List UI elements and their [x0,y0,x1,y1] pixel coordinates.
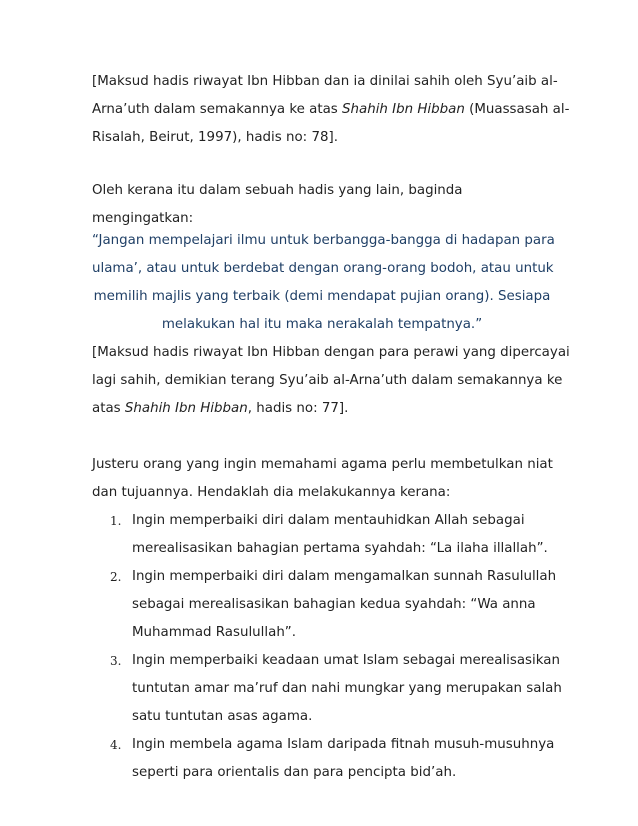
text-segment: (Muassasah al- [464,102,570,117]
text-line: [Maksud hadis riwayat Ibn Hibban dan ia dinilai sahih oleh Syu’aib al- [92,74,558,89]
text-line [92,395,562,423]
intention-list [92,507,562,787]
text-segment: Arna’uth dalam semakannya ke atas [92,102,343,117]
text-line: Risalah, Beirut, 1997), hadis no: 78]. [92,130,338,145]
purpose-paragraph [92,451,562,507]
list-item [92,731,562,787]
list-line: tuntutan amar ma’ruf dan nahi mungkar yang merupakan salah [132,681,562,696]
quote-line: ulama’, atau untuk berdebat dengan orang-orang bodoh, atau untuk [92,261,554,276]
list-item [92,507,562,563]
list-line: sebagai merealisasikan bahagian kedua syahdah: “Wa anna [132,597,536,612]
list-line: merealisasikan bahagian pertama syahdah: “La ilaha illallah”. [132,541,548,556]
text-segment: , hadis no: 77]. [247,401,349,416]
list-item [92,563,562,647]
list-line: seperti para orientalis dan para pencipta bid’ah. [132,765,457,780]
list-line: Ingin memperbaiki keadaan umat Islam sebagai merealisasikan [132,653,560,668]
list-line: Ingin memperbaiki diri dalam mentauhidkan Allah sebagai [132,513,525,528]
hadith-quote [92,227,555,339]
quote-line: melakukan hal itu maka nerakalah tempatnya.” [161,317,483,332]
citation-paragraph-1 [92,68,570,152]
quote-line: memilih majlis yang terbaik (demi mendapat pujian orang). Sesiapa [93,289,551,304]
list-item [92,647,562,731]
text-line: dan tujuannya. Hendaklah dia melakukannya kerana: [92,485,451,500]
text-line: Justeru orang yang ingin memahami agama perlu membetulkan niat [92,457,553,472]
text-line [92,96,570,124]
italic-book-title: Shahih Ibn Hibban [124,401,248,416]
list-number: 4. [110,738,122,752]
list-number: 2. [110,570,122,584]
text-segment: atas [92,401,125,416]
text-line: [Maksud hadis riwayat Ibn Hibban dengan para perawi yang dipercayai [92,345,570,360]
list-line: Ingin membela agama Islam daripada fitnah musuh-musuhnya [132,737,555,752]
list-line: satu tuntutan asas agama. [132,709,313,724]
list-number: 1. [110,514,122,528]
citation-paragraph-2 [92,339,570,423]
list-number: 3. [110,654,122,668]
italic-book-title: Shahih Ibn Hibban [342,102,465,117]
text-line: lagi sahih, demikian terang Syu’aib al-Arna’uth dalam semakannya ke [92,373,563,388]
list-line: Muhammad Rasulullah”. [132,625,296,640]
intro-paragraph: Oleh kerana itu dalam sebuah hadis yang lain, baginda mengingatkan: [92,183,463,226]
quote-line: “Jangan mempelajari ilmu untuk berbangga-bangga di hadapan para [92,233,555,248]
list-line: Ingin memperbaiki diri dalam mengamalkan sunnah Rasulullah [132,569,557,584]
